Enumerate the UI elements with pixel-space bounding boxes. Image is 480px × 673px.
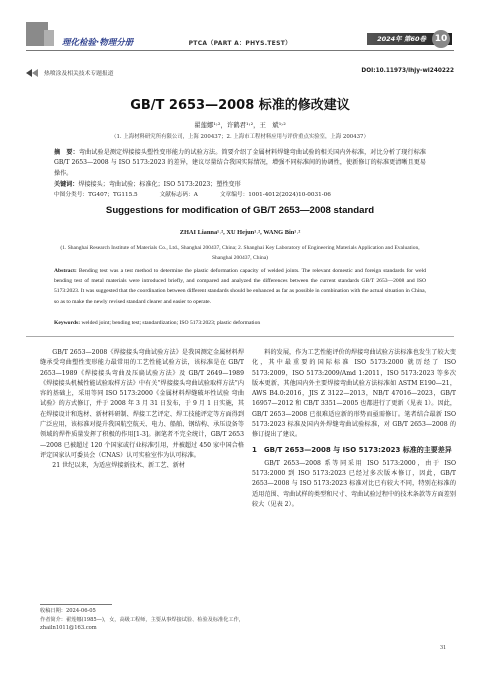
body-paragraph: GB/T 2653—2008 系等同采用 ISO 5173:2000，由于 ISO 5173:2000 到 ISO 5173:2023 已经过多次版本修订，因此，GB/T 2653—2008 与 ISO 5173:2023 标准对比已有较大不同，特别在标准的适用范围、弯曲试样的类型和尺寸、弯曲试验过程中的技术条款等方面差别较大（见表 2）。 xyxy=(252,459,456,508)
section-heading: 1 GB/T 2653—2008 与 ISO 5173:2023 标准的主要差异 xyxy=(252,445,452,454)
topic-label: 热喷涂及相关技术专题报道 xyxy=(44,71,114,77)
doi-label: DOI:10.11973/lhjy-wl240222 xyxy=(361,68,454,74)
clc-number: 中图分类号：TG407；TG115.5 xyxy=(54,192,138,198)
affiliation-cn: （1. 上海材料研究所有限公司，上海 200437；2. 上海市工程材料应用与评价重点实验室，上海 200437） xyxy=(111,134,369,140)
body-paragraph: GB/T 2653—2008《焊接接头弯曲试验方法》是我国测定金属材料焊缝承受弯曲塑性变形能力最常用的工艺性能试验方法，该标准是在 GB/T 2653—1989《焊接接头弯曲及压扁试验方法》及 GB/T 2649—1989《焊接接头机械性能试验取样方法》中有关“焊接接头弯曲试验取样方法”内容的基础上，采用等同 ISO 5173:2000《金属材料焊缝破坏性试验 弯曲试验》的方式修订，并于 2008 年 3 月 31 日发布，于 9 月 1 日实施，其在焊接设计和选材、新材料研制、焊接工艺评定、焊工技能评定等方面得到广泛应用，该标准对提升我国航空航天、电力、船舶、钢结构、承压设备等领域的焊件质量发挥了积极的作用[1-3]。据笔者不完全统计，GB/T 2653—2008 已被超过 120 个国家或行业标准引用，并被超过 450 家中国合格评定国家认可委员会（CNAS）认可实验室作为认可标准。 xyxy=(40,349,244,459)
abstract-separator xyxy=(26,336,454,337)
abstract-cn-text: 弯曲试验是测定焊接接头塑性变形能力的试验方法。简要介绍了金属材料焊缝弯曲试验的相关国内外标准，对比分析了现行标准 GB/T 2653—2008 与 ISO 5173:2023 的差异，建议尽量结合我国实际情况，增强不同标准间的协调性，使新修订的标准更清晰且更易操作。 xyxy=(54,149,427,177)
header-rule xyxy=(26,50,454,51)
affiliation-en: (1. Shanghai Research Institute of Materials Co., Ltd., Shanghai 200437, China; 2. Shanghai Key Laboratory of Engineering Materials Application and Evaluation, Shanghai 200437, China) xyxy=(60,245,420,261)
body-paragraph: 料的发展，作为工艺性能评价的焊接弯曲试验方法标准也发生了较大变化，其中最重要的国际标准 ISO 5173:2000 就历经了 ISO 5173:2009，ISO 5173:2009/Amd 1:2011，ISO 5173:2023 等多次版本更新，其他国内外主要焊接弯曲试验方法标准如 ASTM E190—21，AWS B4.0:2016，JIS Z 3122—2013，NB/T 47016—2023，GB/T 16957—2012 和 CB/T 3351—2005 也都进行了更新（见表 1）。因此，GB/T 2653—2008 已很难适应新的形势而亟需修订。笔者结合最新 ISO 5173:2023 标准及国内外焊缝弯曲试验标准，对 GB/T 2653—2008 的修订提出了建议。 xyxy=(252,349,456,439)
paper-title-cn: GB/T 2653—2008 标准的修改建议 xyxy=(130,98,350,113)
article-number: 文章编号：1001-4012(2024)10-0031-06 xyxy=(219,192,331,198)
body-column-right xyxy=(252,348,456,510)
abstract-cn-label: 摘 要： xyxy=(54,149,79,156)
abstract-en-text: Bending test was a test method to determine the plastic deformation capacity of welded joints. The relevant domestic and foreign standards for weld bending test of metal materials were introduced briefly, and compared and analyzed the differences between the current standards GB/T 2653—2008 and ISO 5173:2023. It was suggested that the coordination between different standards should be enhanced as far as possible in combination with the actual situation in China, so as to make the newly revised standard clearer and easier to operate. xyxy=(54,268,426,305)
paper-title-en: Suggestions for modification of GB/T 2653—2008 standard xyxy=(105,205,375,216)
page-number: 31 xyxy=(440,645,446,651)
journal-header xyxy=(0,0,480,58)
authors-en: ZHAI Lianna¹˒², XU Hejun¹˒², WANG Bin¹˒² xyxy=(179,229,301,236)
keywords-en xyxy=(54,318,426,328)
footnote xyxy=(40,607,250,633)
abstract-cn xyxy=(54,148,426,179)
author-bio: 作者简介：翟莲娜(1985—)，女，高级工程师，主要从事焊接试验、检验及标准化工作，zhailn1011@163.com xyxy=(40,616,244,632)
issue-label: 2024年 第60卷 xyxy=(367,33,452,45)
keywords-cn-label: 关键词： xyxy=(54,181,79,188)
document-code: 文献标志码：A xyxy=(159,192,198,198)
keywords-en-text: welded joint; bending test; standardization; ISO 5173:2023; plastic deformation xyxy=(81,320,261,326)
abstract-en-label: Abstract: xyxy=(54,268,77,274)
journal-brand: 理化检验·物理分册 xyxy=(62,38,134,48)
topic-bar xyxy=(26,68,454,80)
journal-name: PTCA（PART A：PHYS.TEST） xyxy=(188,40,292,47)
keywords-cn-text: 焊接接头；弯曲试验；标准化；ISO 5173:2023；塑性变形 xyxy=(78,181,241,188)
classification-row xyxy=(54,190,426,200)
authors-cn: 翟莲娜¹˒²，许鹤君¹˒²，王 斌¹˒² xyxy=(194,121,286,129)
keywords-cn xyxy=(54,180,426,190)
keywords-en-label: Keywords: xyxy=(54,320,81,326)
received-date: 收稿日期：2024-06-05 xyxy=(40,608,96,614)
body-column-left xyxy=(40,348,244,472)
footnote-rule xyxy=(40,604,112,605)
issue-number-badge: 10 xyxy=(432,30,450,48)
topic-arrow-icon xyxy=(26,69,40,77)
body-paragraph: 21 世纪以来，为适应焊接新技术、新工艺、新材 xyxy=(52,462,185,470)
abstract-en xyxy=(54,266,426,307)
